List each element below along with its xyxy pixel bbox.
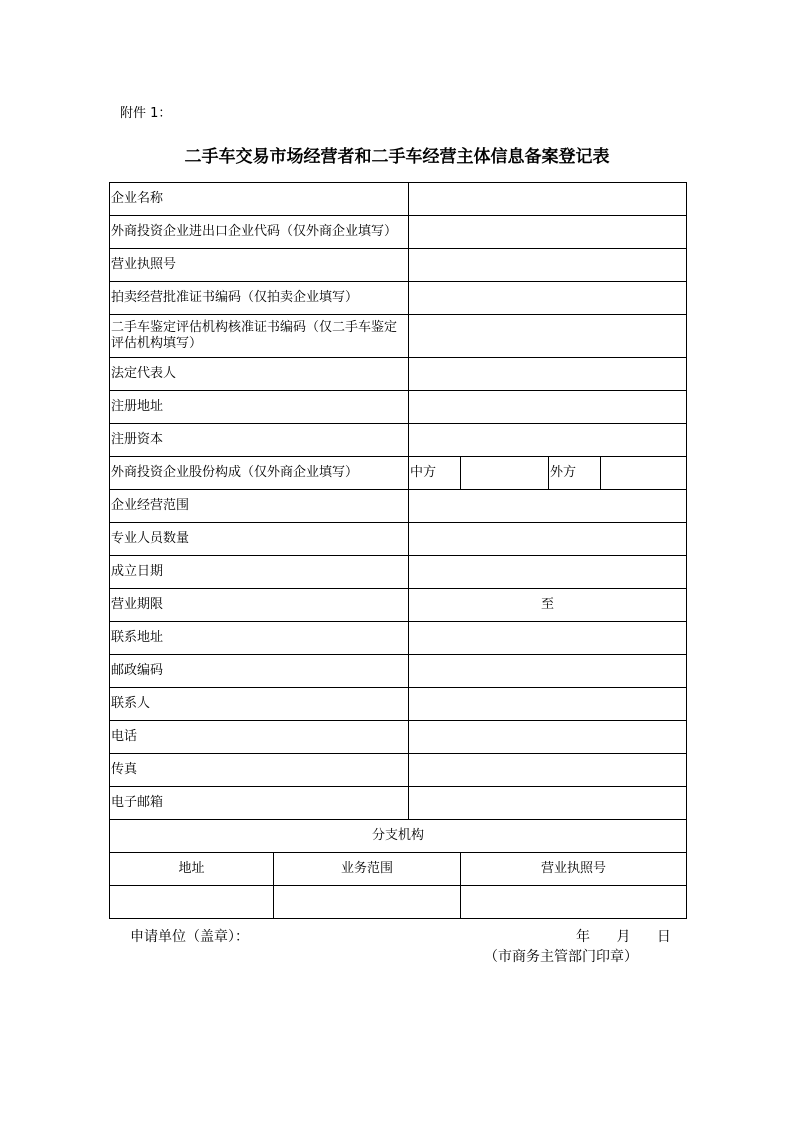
form-row — [110, 754, 687, 787]
branch-entry-row — [110, 886, 687, 919]
field-value-import-export-code[interactable] — [409, 216, 687, 249]
field-value-company-name[interactable] — [409, 183, 687, 216]
field-value-registered-capital[interactable] — [409, 424, 687, 457]
field-label-registered-address: 注册地址 — [110, 391, 409, 424]
form-row — [110, 315, 687, 358]
form-row — [110, 655, 687, 688]
field-value-foreign-side[interactable] — [601, 457, 687, 490]
field-value-auction-certificate[interactable] — [409, 282, 687, 315]
form-row — [110, 589, 687, 622]
branch-column-license-number: 营业执照号 — [461, 853, 687, 886]
field-label-email: 电子邮箱 — [110, 787, 409, 820]
field-value-business-term[interactable]: 至 — [409, 589, 687, 622]
form-row — [110, 216, 687, 249]
field-label-auction-certificate: 拍卖经营批准证书编码（仅拍卖企业填写） — [110, 282, 409, 315]
branch-section-header: 分支机构 — [110, 820, 687, 853]
field-label-establishment-date: 成立日期 — [110, 556, 409, 589]
field-label-fax: 传真 — [110, 754, 409, 787]
form-row — [110, 556, 687, 589]
form-title: 二手车交易市场经营者和二手车经营主体信息备案登记表 — [184, 147, 610, 167]
foreign-side-label: 外方 — [549, 457, 601, 490]
field-value-appraisal-certificate[interactable] — [409, 315, 687, 358]
chinese-side-label: 中方 — [409, 457, 461, 490]
field-label-share-structure: 外商投资企业股份构成（仅外商企业填写） — [110, 457, 409, 490]
field-label-staff-count: 专业人员数量 — [110, 523, 409, 556]
field-label-business-scope: 企业经营范围 — [110, 490, 409, 523]
field-value-contact-person[interactable] — [409, 688, 687, 721]
field-value-staff-count[interactable] — [409, 523, 687, 556]
form-row — [110, 688, 687, 721]
field-label-registered-capital: 注册资本 — [110, 424, 409, 457]
branch-value-business-scope[interactable] — [274, 886, 461, 919]
field-value-legal-representative[interactable] — [409, 358, 687, 391]
field-value-postal-code[interactable] — [409, 655, 687, 688]
field-label-postal-code: 邮政编码 — [110, 655, 409, 688]
field-label-company-name: 企业名称 — [110, 183, 409, 216]
field-value-business-license[interactable] — [409, 249, 687, 282]
branch-column-address: 地址 — [110, 853, 274, 886]
form-row — [110, 424, 687, 457]
form-row — [110, 183, 687, 216]
attachment-label: 附件 1： — [120, 106, 172, 121]
applicant-seal-label: 申请单位（盖章）： — [130, 929, 249, 945]
field-label-business-license: 营业执照号 — [110, 249, 409, 282]
form-row — [110, 457, 687, 490]
field-value-fax[interactable] — [409, 754, 687, 787]
form-row — [110, 787, 687, 820]
authority-seal-note: （市商务主管部门印章） — [484, 949, 638, 965]
field-label-legal-representative: 法定代表人 — [110, 358, 409, 391]
field-value-business-scope[interactable] — [409, 490, 687, 523]
form-row — [110, 622, 687, 655]
form-row — [110, 358, 687, 391]
branch-value-license-number[interactable] — [461, 886, 687, 919]
field-label-business-term: 营业期限 — [110, 589, 409, 622]
form-row — [110, 391, 687, 424]
branch-column-business-scope: 业务范围 — [274, 853, 461, 886]
field-label-phone: 电话 — [110, 721, 409, 754]
field-value-phone[interactable] — [409, 721, 687, 754]
field-value-establishment-date[interactable] — [409, 556, 687, 589]
field-label-contact-address: 联系地址 — [110, 622, 409, 655]
field-value-registered-address[interactable] — [409, 391, 687, 424]
field-label-contact-person: 联系人 — [110, 688, 409, 721]
registration-form-table — [109, 182, 687, 919]
field-value-email[interactable] — [409, 787, 687, 820]
branch-header-row — [110, 820, 687, 853]
field-label-import-export-code: 外商投资企业进出口企业代码（仅外商企业填写） — [110, 216, 409, 249]
form-row — [110, 721, 687, 754]
form-row — [110, 490, 687, 523]
date-label: 年 月 日 — [576, 929, 671, 945]
branch-value-address[interactable] — [110, 886, 274, 919]
form-row — [110, 282, 687, 315]
form-row — [110, 523, 687, 556]
field-value-contact-address[interactable] — [409, 622, 687, 655]
field-label-appraisal-certificate: 二手车鉴定评估机构核准证书编码（仅二手车鉴定评估机构填写） — [110, 315, 409, 358]
branch-columns-row — [110, 853, 687, 886]
field-value-chinese-side[interactable] — [461, 457, 549, 490]
form-row — [110, 249, 687, 282]
